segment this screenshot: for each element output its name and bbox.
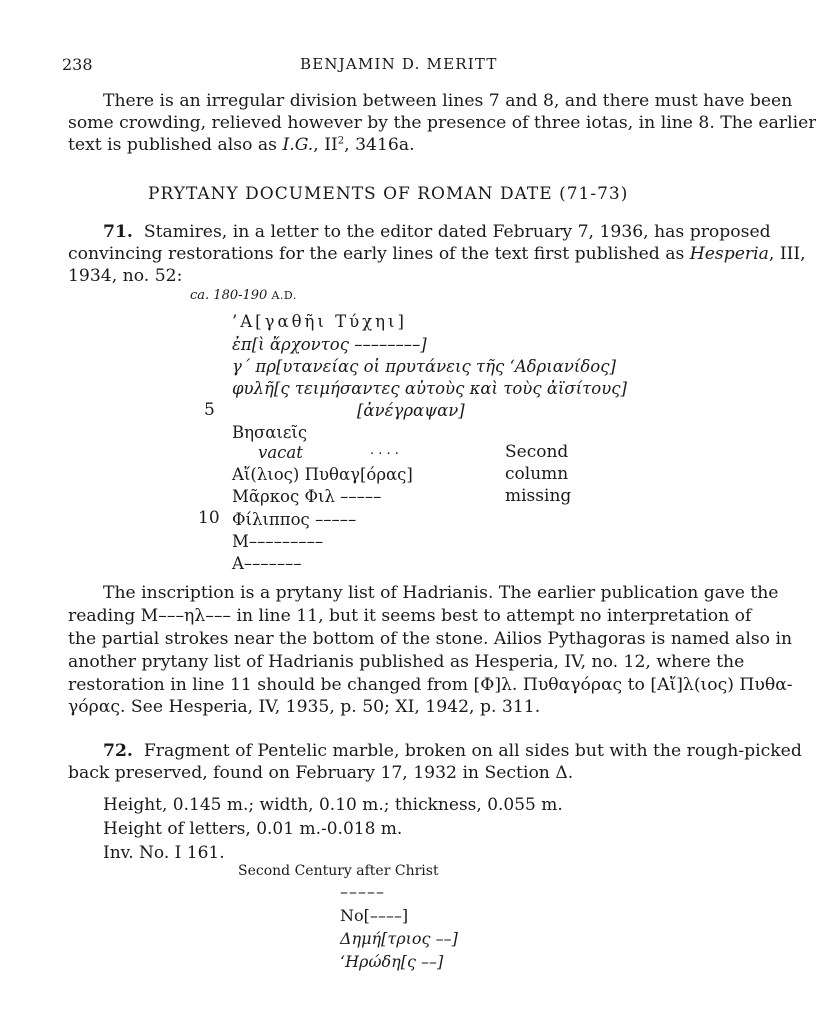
vacat-dots: . . . . (370, 443, 399, 458)
intro-line-2: some crowding, relieved however by the presence of three iotas, in line 8. The earlier (68, 113, 816, 133)
entry71-line-1: 71. Stamires, in a letter to the editor dated February 7, 1936, has proposed (103, 222, 771, 242)
page-number: 238 (62, 55, 93, 74)
inscription-line-6: Βησαιεῖς (232, 423, 308, 442)
running-head-author: BENJAMIN D. MERITT (300, 55, 498, 73)
inscription-line-3: γ´ πρ[υτανείας οἱ πρυτάνεις τῆς ‘Αδριανίδος] (232, 357, 616, 376)
fragment-line-1: ––––– (340, 882, 385, 901)
second-column-note-1: Second (505, 442, 569, 462)
inscription-line-1: ’Α[γαθῆι Τύχηι] (232, 312, 407, 331)
second-column-note-3: missing (505, 486, 572, 506)
entry72-line-2: back preserved, found on February 17, 1932 in Section Δ. (68, 763, 574, 783)
entry71-number: 71. (103, 222, 133, 242)
entry72-line-1: 72. Fragment of Pentelic marble, broken on all sides but with the rough-picked (103, 741, 802, 761)
inventory-number: Inv. No. I 161. (103, 843, 225, 863)
fragment-line-4: ‘Ηρώδη[ς ––] (340, 952, 444, 971)
inscription-line-5: [ἀνέγραψαν] (357, 401, 465, 420)
fragment-line-2: Νο[––––] (340, 906, 409, 925)
commentary-line-6: γόρας. See Hesperia, IV, 1935, p. 50; XI, 1942, p. 311. (68, 697, 541, 717)
fragment-date: Second Century after Christ (238, 863, 439, 879)
intro-line-3: text is published also as I.G., $II^2$, 3416a. (68, 135, 415, 155)
inscription-line-10: Φίλιππος ––––– (232, 510, 357, 529)
commentary-line-2: reading Μ–––ηλ––– in line 11, but it seems best to attempt no interpretation of (68, 606, 752, 626)
commentary-line-4: another prytany list of Hadrianis published as Hesperia, IV, no. 12, where the (68, 652, 745, 672)
inscription-date: ca. 180-190 A.D. (190, 288, 297, 303)
measurement-letter-height: Height of letters, 0.01 m.-0.018 m. (103, 819, 403, 839)
inscription-line-12: Α––––––– (232, 554, 302, 573)
inscription-line-9: Μᾶρκος Φιλ ––––– (232, 487, 382, 506)
fragment-line-3: Δημή[τριος ––] (340, 929, 458, 948)
line-number-10: 10 (198, 508, 220, 528)
inscription-line-11: Μ––––––––– (232, 532, 324, 551)
commentary-line-5: restoration in line 11 should be changed from [Φ]λ. Πυθαγόρας to [Αἴ]λ(ιος) Πυθα- (68, 675, 793, 695)
commentary-line-3: the partial strokes near the bottom of the stone. Ailios Pythagoras is named also in (68, 629, 793, 649)
intro-line-1: There is an irregular division between lines 7 and 8, and there must have been (103, 91, 793, 111)
entry72-number: 72. (103, 741, 133, 761)
measurement-dimensions: Height, 0.145 m.; width, 0.10 m.; thickness, 0.055 m. (103, 795, 563, 815)
line-number-5: 5 (204, 400, 215, 420)
inscription-line-8: Αἴ(λιος) Πυθαγ[όρας] (232, 465, 413, 484)
entry71-line-2: convincing restorations for the early lines of the text first published as Hesperia, III, (68, 244, 806, 264)
inscription-vacat: vacat (258, 443, 303, 462)
entry71-line-3: 1934, no. 52: (68, 266, 183, 286)
commentary-line-1: The inscription is a prytany list of Hadrianis. The earlier publication gave the (103, 583, 779, 603)
section-title: PRYTANY DOCUMENTS OF ROMAN DATE (71-73) (148, 184, 629, 204)
inscription-line-2: ἐπ[ὶ ἄρχοντος ––––––––] (232, 335, 427, 354)
inscription-line-4: φυλῆ[ς τειμήσαντες αὐτοὺς καὶ τοὺς ἀϊσίτους] (232, 379, 627, 398)
second-column-note-2: column (505, 464, 569, 484)
